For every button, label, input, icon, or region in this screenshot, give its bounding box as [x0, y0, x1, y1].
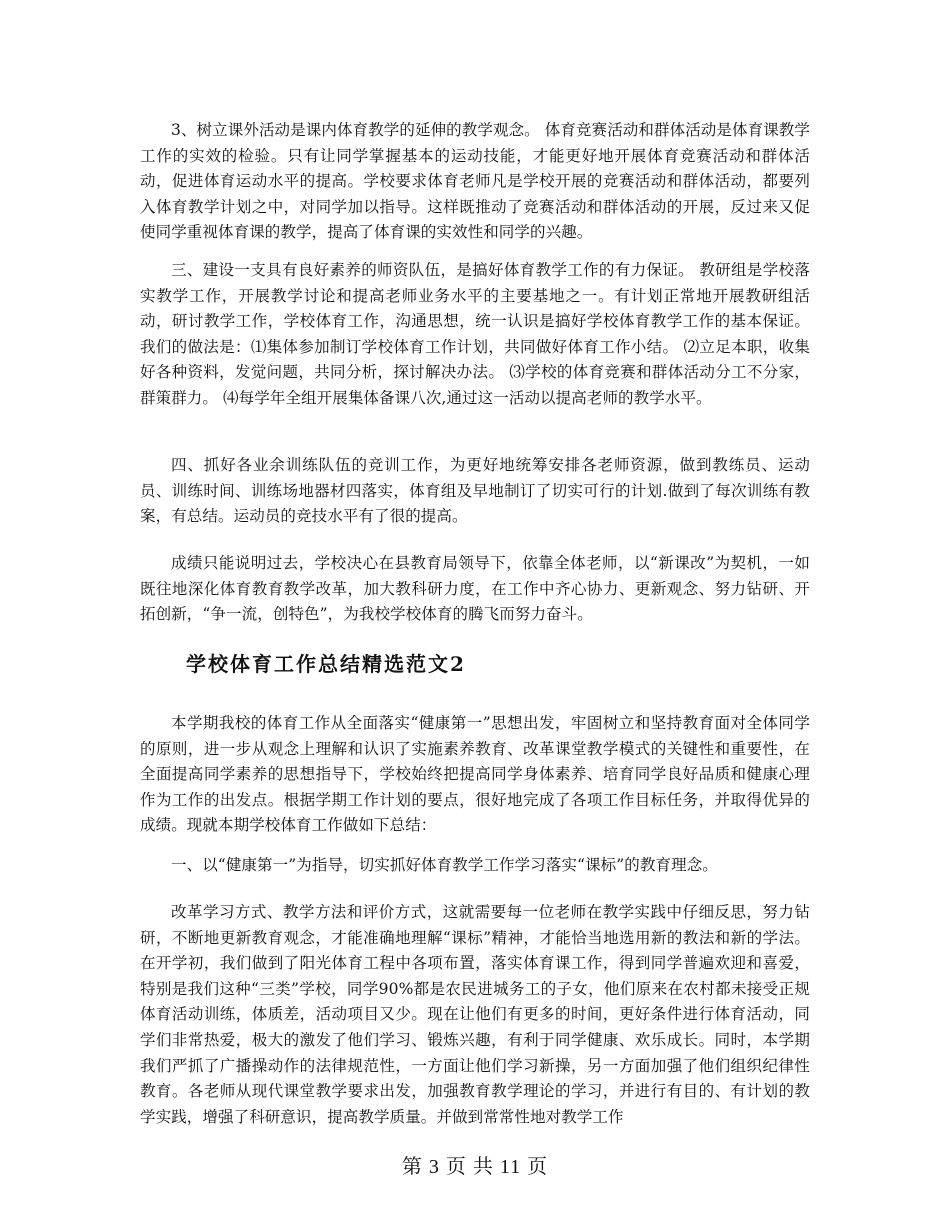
- page-footer: [0, 1150, 950, 1179]
- paragraph-training-teams: 四、抓好各业余训练队伍的竞训工作，为更好地统筹安排各老师资源，做到教练员、运动员、训练时间、训练场地器材四落实，体育组及早地制订了切实可行的计划.做到了每次训练有教案，有总结。运动员的竞技水平有了很的提高。: [140, 456, 810, 526]
- paragraph-conclusion: 成绩只能说明过去，学校决心在县教育局领导下，依靠全体老师，以“新课改”为契机，一如既往地深化体育教育教学改革，加大教科研力度，在工作中齐心协力、更新观念、努力钻研、开拓创新，“争一流，创特色”，为我校学校体育的腾飞而努力奋斗。: [140, 554, 810, 624]
- section-title: 学校体育工作总结精选范文2: [186, 652, 466, 676]
- paragraph-health-first: 一、以“健康第一”为指导，切实抓好体育教学工作学习落实“课标”的教育理念。: [171, 856, 718, 874]
- paragraph-extracurricular: 3、树立课外活动是课内体育教学的延伸的教学观念。 体育竞赛活动和群体活动是体育课教学工作的实效的检验。只有让同学掌握基本的运动技能，才能更好地开展体育竞赛活动和群体活动，促进体育运动水平的提高。学校要求体育老师凡是学校开展的竞赛活动和群体活动，都要列入体育教学计划之中，对同学加以指导。这样既推动了竞赛活动和群体活动的开展，反过来又促使同学重视体育课的教学，提高了体育课的实效性和同学的兴趣。: [140, 121, 810, 242]
- page-number: 第 3 页 共 11 页: [401, 1156, 549, 1178]
- paragraph-intro: 本学期我校的体育工作从全面落实“健康第一”思想出发，牢固树立和坚持教育面对全体同学的原则，进一步从观念上理解和认识了实施素养教育、改革课堂教学模式的关键性和重要性，在全面提高同学素养的思想指导下，学校始终把提高同学身体素养、培育同学良好品质和健康心理作为工作的出发点。根据学期工作计划的要点，很好地完成了各项工作目标任务，并取得优异的成绩。现就本期学校体育工作做如下总结：: [140, 714, 810, 835]
- paragraph-teaching-staff: 三、建设一支具有良好素养的师资队伍，是搞好体育教学工作的有力保证。 教研组是学校落实教学工作，开展教学讨论和提高老师业务水平的主要基地之一。有计划正常地开展教研组活动，研讨教学工作，学校体育工作，沟通思想，统一认识是搞好学校体育教学工作的基本保证。我们的做法是：⑴集体参加制订学校体育工作计划，共同做好体育工作小结。 ⑵立足本职，收集好各种资料，发觉问题，共同分析，探讨解决办法。 ⑶学校的体育竞赛和群体活动分工不分家，群策群力。 ⑷每学年全组开展集体备课八次,通过这一活动以提高老师的教学水平。: [140, 261, 810, 407]
- paragraph-teaching-reform: 改革学习方式、教学方法和评价方式，这就需要每一位老师在教学实践中仔细反思，努力钻研，不断地更新教育观念，才能准确地理解“课标”精神，才能恰当地选用新的教法和新的学法。在开学初，我们做到了阳光体育工程中各项布置，落实体育课工作，得到同学普遍欢迎和喜爱，特别是我们这种“三类”学校，同学90%都是农民进城务工的子女，他们原来在农村都未接受正规体育活动训练，体质差，活动项目又少。现在让他们有更多的时间，更好条件进行体育活动，同学们非常热爱，极大的激发了他们学习、锻炼兴趣，有利于同学健康、欢乐成长。同时，本学期我们严抓了广播操动作的法律规范性，一方面让他们学习新操，另一方面加强了他们组织纪律性教育。各老师从现代课堂教学要求出发，加强教育教学理论的学习，并进行有目的、有计划的教学实践，增强了科研意识，提高教学质量。并做到常常性地对教学工作: [140, 903, 810, 1126]
